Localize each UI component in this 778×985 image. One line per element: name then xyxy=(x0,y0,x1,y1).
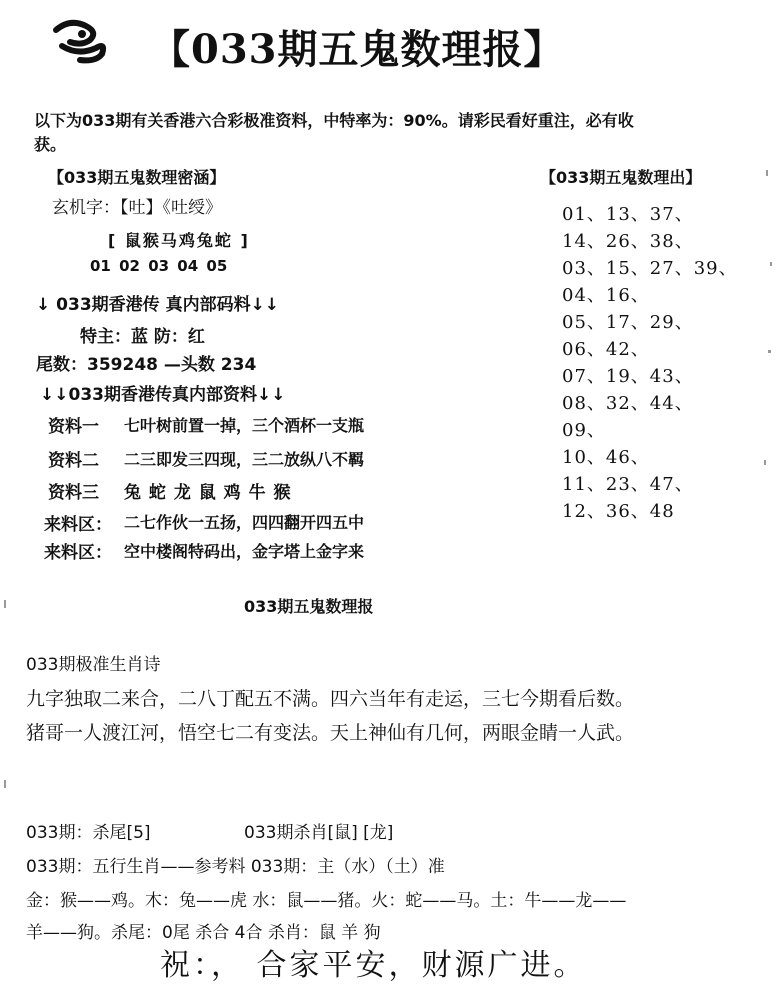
number-line: 04、16、 xyxy=(562,285,650,306)
hk-code-heading: ↓ 033期香港传 真内部码料↓↓ xyxy=(36,295,280,315)
info-row-3-label: 资料三 xyxy=(48,483,99,503)
kill-tail: 033期：杀尾[5] xyxy=(26,823,151,843)
scan-speck xyxy=(4,780,6,788)
number-line: 12、36、48 xyxy=(562,501,675,522)
number-line: 10、46、 xyxy=(562,447,650,468)
info-row-1-text: 七叶树前置一掉，三个酒杯一支瓶 xyxy=(124,416,365,435)
number-line: 08、32、44、 xyxy=(562,393,694,414)
info-row-5-text: 空中楼阁特码出，金字塔上金字来 xyxy=(124,542,365,561)
number-line: 06、42、 xyxy=(562,339,650,360)
info-row-2-label: 资料二 xyxy=(48,451,99,471)
poem-heading: 033期极准生肖诗 xyxy=(26,655,161,675)
info-row-1-label: 资料一 xyxy=(48,417,99,437)
xuanji-clue: 玄机字：【吐】《吐绶》 xyxy=(52,198,222,218)
info-row-4-label: 来料区： xyxy=(44,515,112,535)
scan-speck xyxy=(768,350,771,353)
number-list: 01 02 03 04 05 xyxy=(90,257,228,275)
number-line: 14、26、38、 xyxy=(562,231,694,252)
right-heading: 【033期五鬼数理出】 xyxy=(540,168,702,187)
number-line: 09、 xyxy=(562,420,606,441)
scan-speck xyxy=(4,600,6,608)
info-row-5-label: 来料区： xyxy=(44,543,112,563)
scan-speck xyxy=(764,460,766,465)
kill-zodiac: 033期杀肖[鼠] [龙] xyxy=(244,823,394,843)
intro-line-2: 获。 xyxy=(34,135,67,154)
scan-speck xyxy=(770,262,772,266)
swirl-logo-icon xyxy=(52,16,112,64)
number-line: 01、13、37、 xyxy=(562,204,694,225)
number-line: 05、17、29、 xyxy=(562,312,694,333)
poem-line-1: 九字独取二来合，二八丁配五不满。四六当年有走运，三七今期看后数。 xyxy=(26,688,635,710)
scan-speck xyxy=(766,170,768,176)
info-row-2-text: 二三即发三四现，三二放纵八不羁 xyxy=(124,450,365,469)
kill-summary: 羊——狗。杀尾：0尾 杀合 4合 杀肖：鼠 羊 狗 xyxy=(26,923,381,943)
section-title: 033期五鬼数理报 xyxy=(244,597,374,616)
footer-blessing: 祝：， 合家平安，财源广进。 xyxy=(160,948,587,983)
number-line: 07、19、43、 xyxy=(562,366,694,387)
intro-line-1: 以下为033期有关香港六合彩极准资料，中特率为：90%。请彩民看好重注，必有收 xyxy=(34,111,634,130)
poem-line-2: 猪哥一人渡江河，悟空七二有变法。天上神仙有几何，两眼金睛一人武。 xyxy=(26,722,635,744)
hk-info-heading: ↓↓033期香港传真内部资料↓↓ xyxy=(40,385,286,405)
number-line: 03、15、27、39、 xyxy=(562,258,738,279)
info-row-4-text: 二七作伙一五扬，四四翻开四五中 xyxy=(124,513,365,532)
tail-head-numbers: 尾数：359248 —头数 234 xyxy=(36,355,257,375)
special-color: 特主：蓝 防：红 xyxy=(80,327,205,347)
info-row-3-text: 兔 蛇 龙 鼠 鸡 牛 猴 xyxy=(124,483,292,503)
five-elements-heading: 033期：五行生肖——参考料 033期：主（水）（土）准 xyxy=(26,857,445,877)
five-elements-zodiac: 金：猴——鸡。木：兔——虎 水：鼠——猪。火：蛇——马。土：牛——龙—— xyxy=(26,891,627,911)
left-heading: 【033期五鬼数理密涵】 xyxy=(48,168,226,187)
zodiac-list: [ 鼠猴马鸡兔蛇 ] xyxy=(108,231,250,250)
number-line: 11、23、47、 xyxy=(562,474,694,495)
page-title: 【033期五鬼数理报】 xyxy=(150,26,565,73)
